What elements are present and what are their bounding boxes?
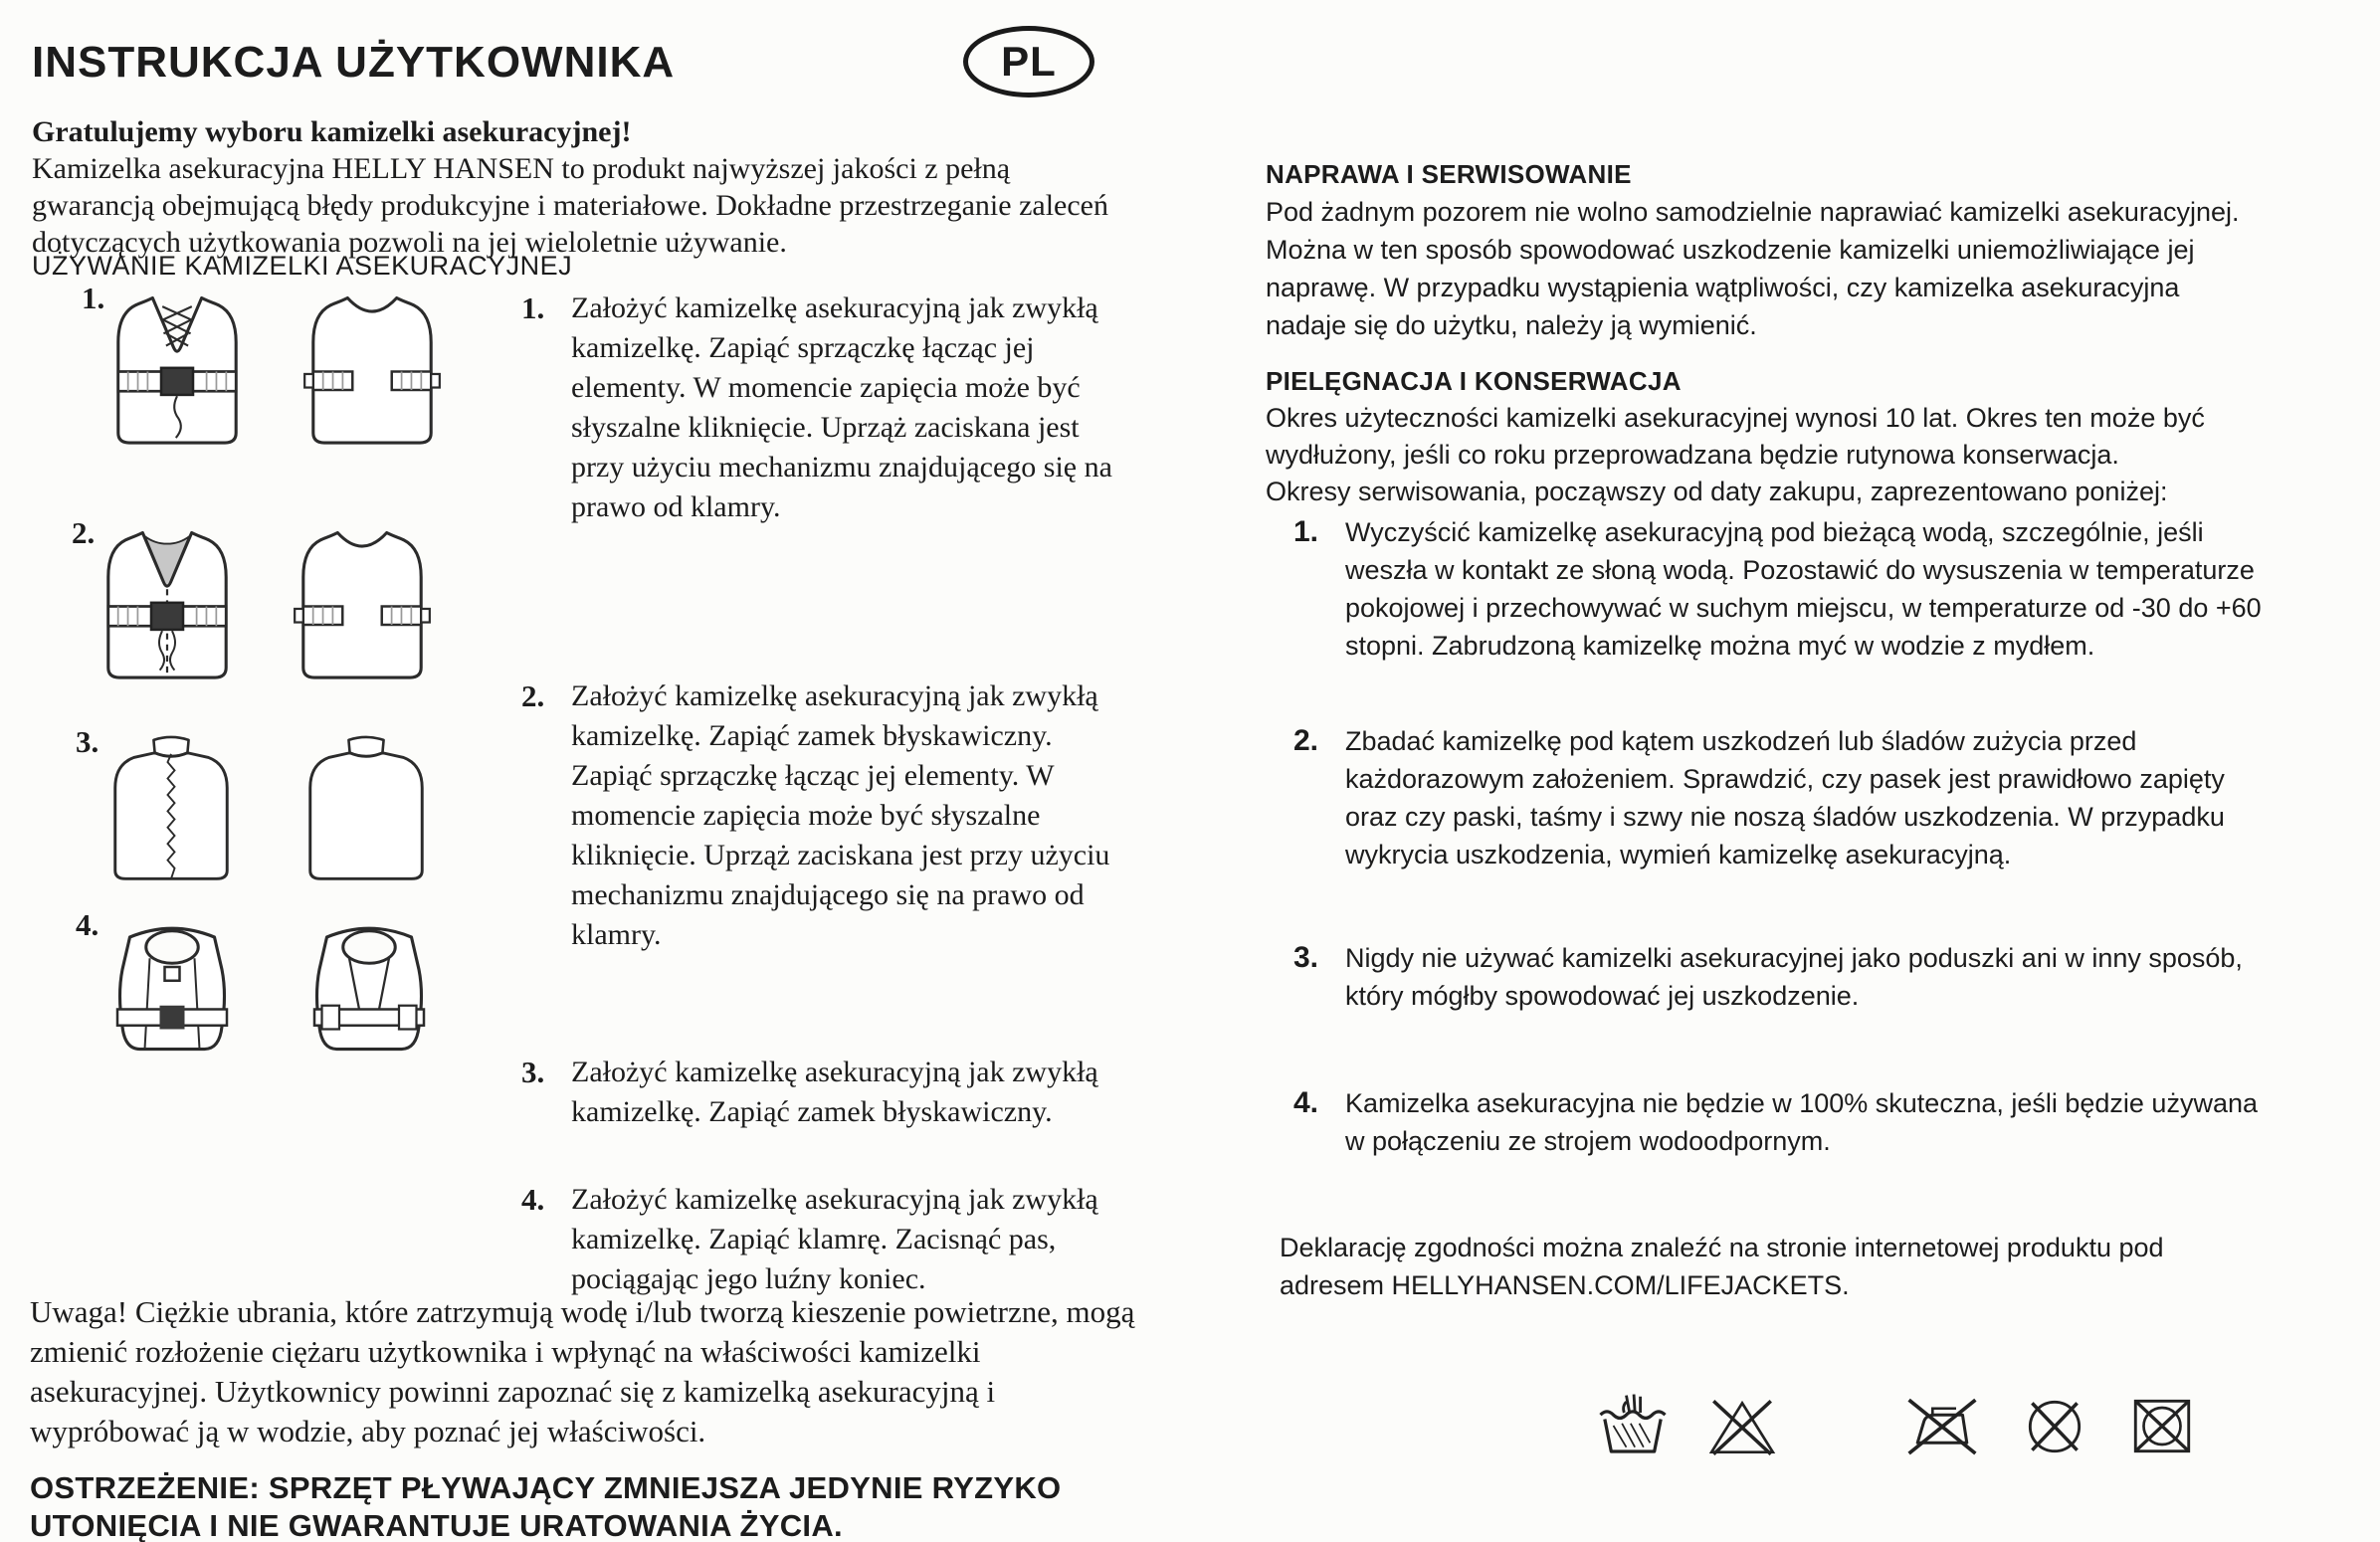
declaration-of-conformity: Deklarację zgodności można znaleźć na stronie internetowej produktu pod adresem HELLYHANSEN.COM/LIFEJACKETS.: [1280, 1233, 2164, 1300]
vest-front-buckle-illustration: [103, 290, 251, 453]
step-number: 4.: [1293, 1086, 1319, 1119]
figure-row-3: [76, 724, 440, 883]
care-step: [1293, 722, 2269, 873]
vest-back-collar-illustration: [293, 734, 440, 883]
do-not-bleach-icon: [1705, 1391, 1779, 1460]
step-number: 2.: [521, 678, 545, 713]
figure-label: 3.: [76, 724, 99, 759]
figure-label: 2.: [72, 515, 96, 550]
figure-row-1: [82, 281, 446, 453]
do-not-dry-clean-icon: [2018, 1391, 2091, 1460]
step-number: 3.: [1293, 941, 1319, 974]
intro-lead: Gratulujemy wyboru kamizelki asekuracyjnej!: [32, 115, 632, 148]
step-number: 2.: [1293, 724, 1319, 757]
vest-back-buckle-illustration: [298, 290, 446, 453]
usage-heading: UŻYWANIE KAMIZELKI ASEKURACYJNEJ: [32, 251, 573, 281]
vest-front-collar-zip-illustration: [98, 734, 245, 883]
care-step: [1293, 1084, 2269, 1160]
vest-back-buckle-illustration: [289, 525, 436, 687]
buoyancy-aid-back-illustration: [295, 917, 444, 1057]
figure-label: 1.: [82, 281, 105, 315]
page-title: INSTRUKCJA UŻYTKOWNIKA: [32, 38, 676, 87]
warning-statement: OSTRZEŻENIE: SPRZĘT PŁYWAJĄCY ZMNIEJSZA JEDYNIE RYZYKO UTONIĘCIA I NIE GWARANTUJE URATOWANIA ŻYCIA.: [30, 1470, 1062, 1542]
step-text: Założyć kamizelkę asekuracyjną jak zwykłą kamizelkę. Zapiąć zamek błyskawiczny. Zapiąć sprzączkę łącząc jej elementy. W momencie zapięcia może być słyszalne kliknięcie. Uprząż zaciskana jest przy użyciu mechanizmu znajdującego się na prawo od klamry.: [571, 679, 1110, 951]
usage-steps-list: [521, 289, 1136, 1299]
buoyancy-aid-front-illustration: [98, 917, 247, 1057]
repair-body: Pod żadnym pozorem nie wolno samodzielnie naprawiać kamizelki asekuracyjnej. Można w ten sposób spowodować uszkodzenie kamizelki uniemożliwiające jej naprawę. W przypadku wystąpienia wątpliwości, czy kamizelka asekuracyjna nadaje się do użytku, należy ją wymienić.: [1266, 197, 2240, 340]
step-number: 1.: [1293, 515, 1319, 548]
step-text: Założyć kamizelkę asekuracyjną jak zwykłą kamizelkę. Zapiąć sprzączkę łącząc jej elementy. W momencie zapięcia może być słyszalne kliknięcie. Uprząż zaciskana jest przy użyciu mechanizmu znajdującego się na prawo od klamry.: [571, 291, 1112, 523]
step-text: Wyczyścić kamizelkę asekuracyjną pod bieżącą wodą, szczególnie, jeśli weszła w kontakt ze słoną wodą. Pozostawić do wysuszenia w temperaturze pokojowej i przechowywać w suchym miejscu, w temperaturze od -30 do +60 stopni. Zabrudzoną kamizelkę można myć w wodzie z mydłem.: [1345, 517, 2262, 661]
usage-step: [521, 1180, 1136, 1299]
figure-row-4: [76, 907, 444, 1057]
vest-front-zip-buckle-illustration: [94, 525, 241, 687]
repair-heading: NAPRAWA I SERWISOWANIE: [1266, 159, 1632, 189]
language-badge: PL: [963, 26, 1094, 97]
step-number: 3.: [521, 1055, 545, 1089]
usage-step: [521, 676, 1136, 955]
do-not-iron-icon: [1900, 1391, 1984, 1460]
care-symbols-row: [1594, 1391, 2199, 1460]
step-text: Założyć kamizelkę asekuracyjną jak zwykłą kamizelkę. Zapiąć klamrę. Zacisnąć pas, pociągając jego luźny koniec.: [571, 1183, 1098, 1295]
care-step: [1293, 513, 2269, 665]
do-not-tumble-dry-icon: [2125, 1391, 2199, 1460]
caution-note: Uwaga! Ciężkie ubrania, które zatrzymują wodę i/lub tworzą kieszenie powietrzne, mogą zmienić rozłożenie ciężaru użytkownika i wpłynąć na właściwości kamizelki asekuracyjnej. Użytkownicy powinni zapoznać się z kamizelką asekuracyjną i wypróbować ją w wodzie, aby poznać jej właściwości.: [30, 1294, 1135, 1448]
usage-step: [521, 289, 1136, 527]
intro-paragraph: [32, 113, 1131, 261]
step-text: Nigdy nie używać kamizelki asekuracyjnej jako poduszki ani w inny sposób, który mógłby spowodować jej uszkodzenie.: [1345, 943, 2243, 1011]
figure-label: 4.: [76, 907, 99, 942]
care-steps-list: [1293, 513, 2269, 1218]
step-number: 1.: [521, 290, 545, 325]
hand-wash-icon: [1594, 1391, 1672, 1460]
care-intro-line2: Okresy serwisowania, począwszy od daty zakupu, zaprezentowano poniżej:: [1266, 477, 2168, 506]
step-text: Założyć kamizelkę asekuracyjną jak zwykłą kamizelkę. Zapiąć zamek błyskawiczny.: [571, 1056, 1098, 1128]
step-text: Kamizelka asekuracyjna nie będzie w 100% skuteczna, jeśli będzie używana w połączeniu ze strojem wodoodpornym.: [1345, 1088, 2258, 1156]
care-intro: [1266, 400, 2281, 510]
care-step: [1293, 939, 2269, 1015]
intro-body: Kamizelka asekuracyjna HELLY HANSEN to produkt najwyższej jakości z pełną gwarancją obejmującą błędy produkcyjne i materiałowe. Dokładne przestrzeganie zaleceń dotyczących użytkowania pozwoli na jej wieloletnie używanie.: [32, 152, 1108, 259]
usage-step: [521, 1053, 1136, 1132]
care-intro-line1: Okres użyteczności kamizelki asekuracyjnej wynosi 10 lat. Okres ten może być wydłużony, jeśli co roku przeprowadzana będzie rutynowa konserwacja.: [1266, 403, 2205, 470]
step-text: Zbadać kamizelkę pod kątem uszkodzeń lub śladów zużycia przed każdorazowym założeniem. Sprawdzić, czy pasek jest prawidłowo zapięty oraz czy paski, taśmy i szwy nie noszą śladów uszkodzenia. W przypadku wykrycia uszkodzenia, wymień kamizelkę asekuracyjną.: [1345, 726, 2225, 869]
figure-row-2: [72, 515, 436, 687]
step-number: 4.: [521, 1182, 545, 1217]
care-heading: PIELĘGNACJA I KONSERWACJA: [1266, 366, 1682, 396]
